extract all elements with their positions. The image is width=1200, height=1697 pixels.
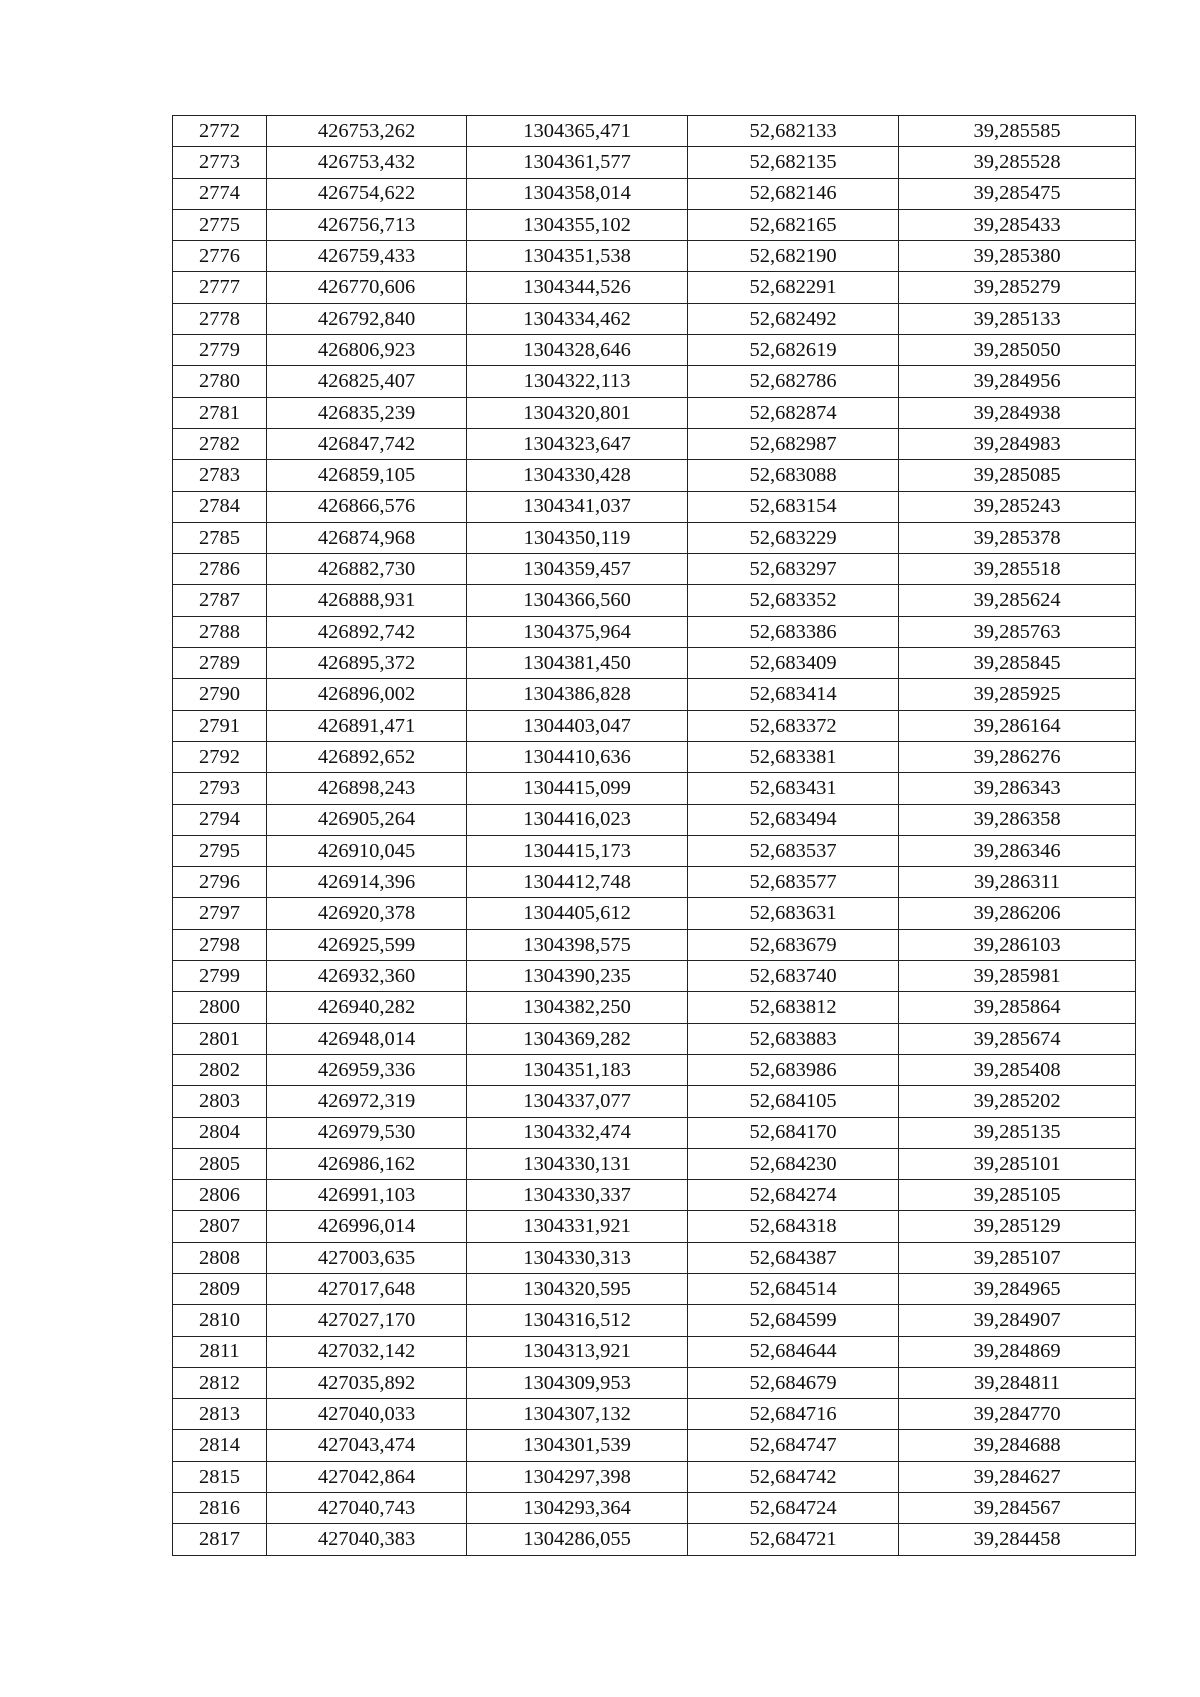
point-number-cell: 2798: [173, 929, 267, 960]
y-coordinate-cell: 1304341,037: [467, 491, 688, 522]
longitude-cell: 39,285105: [899, 1180, 1136, 1211]
x-coordinate-cell: 426896,002: [267, 679, 467, 710]
table-row: [173, 1273, 1136, 1304]
x-coordinate-cell: 426991,103: [267, 1180, 467, 1211]
point-number-cell: 2776: [173, 241, 267, 272]
longitude-cell: 39,286358: [899, 804, 1136, 835]
x-coordinate-cell: 426979,530: [267, 1117, 467, 1148]
x-coordinate-cell: 426892,742: [267, 616, 467, 647]
point-number-cell: 2814: [173, 1430, 267, 1461]
latitude-cell: 52,682786: [688, 366, 899, 397]
y-coordinate-cell: 1304331,921: [467, 1211, 688, 1242]
x-coordinate-cell: 426905,264: [267, 804, 467, 835]
point-number-cell: 2808: [173, 1242, 267, 1273]
latitude-cell: 52,682165: [688, 209, 899, 240]
point-number-cell: 2802: [173, 1054, 267, 1085]
y-coordinate-cell: 1304375,964: [467, 616, 688, 647]
latitude-cell: 52,683381: [688, 741, 899, 772]
table-row: [173, 1211, 1136, 1242]
point-number-cell: 2779: [173, 335, 267, 366]
longitude-cell: 39,284770: [899, 1399, 1136, 1430]
table-row: [173, 741, 1136, 772]
latitude-cell: 52,682133: [688, 116, 899, 147]
latitude-cell: 52,684514: [688, 1273, 899, 1304]
y-coordinate-cell: 1304351,183: [467, 1054, 688, 1085]
point-number-cell: 2813: [173, 1399, 267, 1430]
x-coordinate-cell: 426986,162: [267, 1148, 467, 1179]
point-number-cell: 2815: [173, 1461, 267, 1492]
latitude-cell: 52,684679: [688, 1367, 899, 1398]
latitude-cell: 52,683812: [688, 992, 899, 1023]
latitude-cell: 52,683986: [688, 1054, 899, 1085]
longitude-cell: 39,286311: [899, 867, 1136, 898]
latitude-cell: 52,684387: [688, 1242, 899, 1273]
y-coordinate-cell: 1304416,023: [467, 804, 688, 835]
table-row: [173, 710, 1136, 741]
point-number-cell: 2804: [173, 1117, 267, 1148]
latitude-cell: 52,683409: [688, 648, 899, 679]
y-coordinate-cell: 1304382,250: [467, 992, 688, 1023]
y-coordinate-cell: 1304330,428: [467, 460, 688, 491]
y-coordinate-cell: 1304381,450: [467, 648, 688, 679]
longitude-cell: 39,285518: [899, 554, 1136, 585]
x-coordinate-cell: 427040,743: [267, 1493, 467, 1524]
y-coordinate-cell: 1304355,102: [467, 209, 688, 240]
longitude-cell: 39,285279: [899, 272, 1136, 303]
table-row: [173, 961, 1136, 992]
point-number-cell: 2807: [173, 1211, 267, 1242]
point-number-cell: 2775: [173, 209, 267, 240]
y-coordinate-cell: 1304359,457: [467, 554, 688, 585]
table-row: [173, 460, 1136, 491]
y-coordinate-cell: 1304344,526: [467, 272, 688, 303]
longitude-cell: 39,284811: [899, 1367, 1136, 1398]
longitude-cell: 39,284956: [899, 366, 1136, 397]
point-number-cell: 2785: [173, 522, 267, 553]
x-coordinate-cell: 427032,142: [267, 1336, 467, 1367]
point-number-cell: 2790: [173, 679, 267, 710]
point-number-cell: 2780: [173, 366, 267, 397]
longitude-cell: 39,285925: [899, 679, 1136, 710]
latitude-cell: 52,684170: [688, 1117, 899, 1148]
latitude-cell: 52,683297: [688, 554, 899, 585]
point-number-cell: 2787: [173, 585, 267, 616]
point-number-cell: 2816: [173, 1493, 267, 1524]
latitude-cell: 52,683372: [688, 710, 899, 741]
latitude-cell: 52,683679: [688, 929, 899, 960]
x-coordinate-cell: 426874,968: [267, 522, 467, 553]
x-coordinate-cell: 426859,105: [267, 460, 467, 491]
latitude-cell: 52,683494: [688, 804, 899, 835]
y-coordinate-cell: 1304330,313: [467, 1242, 688, 1273]
table-row: [173, 366, 1136, 397]
x-coordinate-cell: 426910,045: [267, 835, 467, 866]
point-number-cell: 2793: [173, 773, 267, 804]
y-coordinate-cell: 1304286,055: [467, 1524, 688, 1555]
y-coordinate-cell: 1304369,282: [467, 1023, 688, 1054]
point-number-cell: 2810: [173, 1305, 267, 1336]
latitude-cell: 52,683088: [688, 460, 899, 491]
table-row: [173, 1367, 1136, 1398]
y-coordinate-cell: 1304358,014: [467, 178, 688, 209]
latitude-cell: 52,682619: [688, 335, 899, 366]
table-row: [173, 1054, 1136, 1085]
y-coordinate-cell: 1304320,595: [467, 1273, 688, 1304]
table-row: [173, 1493, 1136, 1524]
latitude-cell: 52,682291: [688, 272, 899, 303]
y-coordinate-cell: 1304309,953: [467, 1367, 688, 1398]
latitude-cell: 52,683154: [688, 491, 899, 522]
longitude-cell: 39,284458: [899, 1524, 1136, 1555]
table-row: [173, 1023, 1136, 1054]
x-coordinate-cell: 426895,372: [267, 648, 467, 679]
longitude-cell: 39,285475: [899, 178, 1136, 209]
table-row: [173, 898, 1136, 929]
x-coordinate-cell: 426891,471: [267, 710, 467, 741]
latitude-cell: 52,684274: [688, 1180, 899, 1211]
x-coordinate-cell: 427027,170: [267, 1305, 467, 1336]
y-coordinate-cell: 1304301,539: [467, 1430, 688, 1461]
y-coordinate-cell: 1304337,077: [467, 1086, 688, 1117]
latitude-cell: 52,684742: [688, 1461, 899, 1492]
point-number-cell: 2801: [173, 1023, 267, 1054]
x-coordinate-cell: 426753,432: [267, 147, 467, 178]
table-row: [173, 1305, 1136, 1336]
y-coordinate-cell: 1304351,538: [467, 241, 688, 272]
point-number-cell: 2777: [173, 272, 267, 303]
y-coordinate-cell: 1304403,047: [467, 710, 688, 741]
point-number-cell: 2799: [173, 961, 267, 992]
longitude-cell: 39,284965: [899, 1273, 1136, 1304]
latitude-cell: 52,682135: [688, 147, 899, 178]
coordinates-table: [172, 115, 1136, 1556]
longitude-cell: 39,285380: [899, 241, 1136, 272]
longitude-cell: 39,285763: [899, 616, 1136, 647]
x-coordinate-cell: 426792,840: [267, 303, 467, 334]
y-coordinate-cell: 1304330,131: [467, 1148, 688, 1179]
x-coordinate-cell: 426754,622: [267, 178, 467, 209]
y-coordinate-cell: 1304332,474: [467, 1117, 688, 1148]
x-coordinate-cell: 426882,730: [267, 554, 467, 585]
x-coordinate-cell: 427040,033: [267, 1399, 467, 1430]
table-row: [173, 679, 1136, 710]
longitude-cell: 39,285107: [899, 1242, 1136, 1273]
y-coordinate-cell: 1304415,173: [467, 835, 688, 866]
latitude-cell: 52,683352: [688, 585, 899, 616]
table-row: [173, 303, 1136, 334]
coordinates-table-body: [173, 116, 1136, 1556]
point-number-cell: 2784: [173, 491, 267, 522]
table-row: [173, 773, 1136, 804]
latitude-cell: 52,684724: [688, 1493, 899, 1524]
y-coordinate-cell: 1304322,113: [467, 366, 688, 397]
x-coordinate-cell: 426959,336: [267, 1054, 467, 1085]
latitude-cell: 52,683631: [688, 898, 899, 929]
y-coordinate-cell: 1304313,921: [467, 1336, 688, 1367]
y-coordinate-cell: 1304330,337: [467, 1180, 688, 1211]
longitude-cell: 39,286276: [899, 741, 1136, 772]
point-number-cell: 2805: [173, 1148, 267, 1179]
table-row: [173, 835, 1136, 866]
longitude-cell: 39,285845: [899, 648, 1136, 679]
longitude-cell: 39,284983: [899, 428, 1136, 459]
point-number-cell: 2806: [173, 1180, 267, 1211]
y-coordinate-cell: 1304297,398: [467, 1461, 688, 1492]
latitude-cell: 52,683740: [688, 961, 899, 992]
table-row: [173, 1180, 1136, 1211]
latitude-cell: 52,684230: [688, 1148, 899, 1179]
x-coordinate-cell: 426825,407: [267, 366, 467, 397]
x-coordinate-cell: 426866,576: [267, 491, 467, 522]
x-coordinate-cell: 426898,243: [267, 773, 467, 804]
longitude-cell: 39,284869: [899, 1336, 1136, 1367]
point-number-cell: 2783: [173, 460, 267, 491]
table-row: [173, 616, 1136, 647]
y-coordinate-cell: 1304398,575: [467, 929, 688, 960]
longitude-cell: 39,284627: [899, 1461, 1136, 1492]
latitude-cell: 52,684318: [688, 1211, 899, 1242]
longitude-cell: 39,284907: [899, 1305, 1136, 1336]
longitude-cell: 39,286164: [899, 710, 1136, 741]
point-number-cell: 2781: [173, 397, 267, 428]
longitude-cell: 39,285129: [899, 1211, 1136, 1242]
point-number-cell: 2796: [173, 867, 267, 898]
table-row: [173, 929, 1136, 960]
latitude-cell: 52,682146: [688, 178, 899, 209]
x-coordinate-cell: 427017,648: [267, 1273, 467, 1304]
point-number-cell: 2795: [173, 835, 267, 866]
latitude-cell: 52,683229: [688, 522, 899, 553]
point-number-cell: 2794: [173, 804, 267, 835]
y-coordinate-cell: 1304386,828: [467, 679, 688, 710]
longitude-cell: 39,285050: [899, 335, 1136, 366]
longitude-cell: 39,285135: [899, 1117, 1136, 1148]
x-coordinate-cell: 427042,864: [267, 1461, 467, 1492]
point-number-cell: 2817: [173, 1524, 267, 1555]
x-coordinate-cell: 426770,606: [267, 272, 467, 303]
latitude-cell: 52,684644: [688, 1336, 899, 1367]
x-coordinate-cell: 426972,319: [267, 1086, 467, 1117]
y-coordinate-cell: 1304412,748: [467, 867, 688, 898]
table-row: [173, 1399, 1136, 1430]
table-row: [173, 867, 1136, 898]
x-coordinate-cell: 427035,892: [267, 1367, 467, 1398]
y-coordinate-cell: 1304410,636: [467, 741, 688, 772]
table-row: [173, 1430, 1136, 1461]
table-row: [173, 147, 1136, 178]
latitude-cell: 52,683537: [688, 835, 899, 866]
x-coordinate-cell: 427003,635: [267, 1242, 467, 1273]
point-number-cell: 2778: [173, 303, 267, 334]
point-number-cell: 2809: [173, 1273, 267, 1304]
latitude-cell: 52,682874: [688, 397, 899, 428]
longitude-cell: 39,284688: [899, 1430, 1136, 1461]
longitude-cell: 39,285243: [899, 491, 1136, 522]
latitude-cell: 52,683577: [688, 867, 899, 898]
y-coordinate-cell: 1304307,132: [467, 1399, 688, 1430]
point-number-cell: 2789: [173, 648, 267, 679]
y-coordinate-cell: 1304334,462: [467, 303, 688, 334]
table-row: [173, 1461, 1136, 1492]
y-coordinate-cell: 1304415,099: [467, 773, 688, 804]
table-row: [173, 992, 1136, 1023]
y-coordinate-cell: 1304366,560: [467, 585, 688, 616]
longitude-cell: 39,286343: [899, 773, 1136, 804]
table-row: [173, 209, 1136, 240]
x-coordinate-cell: 426940,282: [267, 992, 467, 1023]
point-number-cell: 2774: [173, 178, 267, 209]
longitude-cell: 39,284938: [899, 397, 1136, 428]
table-row: [173, 397, 1136, 428]
table-row: [173, 804, 1136, 835]
longitude-cell: 39,285433: [899, 209, 1136, 240]
latitude-cell: 52,684721: [688, 1524, 899, 1555]
point-number-cell: 2786: [173, 554, 267, 585]
point-number-cell: 2800: [173, 992, 267, 1023]
longitude-cell: 39,285408: [899, 1054, 1136, 1085]
y-coordinate-cell: 1304323,647: [467, 428, 688, 459]
table-row: [173, 272, 1136, 303]
y-coordinate-cell: 1304390,235: [467, 961, 688, 992]
y-coordinate-cell: 1304328,646: [467, 335, 688, 366]
table-row: [173, 554, 1136, 585]
latitude-cell: 52,684716: [688, 1399, 899, 1430]
table-row: [173, 178, 1136, 209]
x-coordinate-cell: 426920,378: [267, 898, 467, 929]
longitude-cell: 39,285202: [899, 1086, 1136, 1117]
point-number-cell: 2772: [173, 116, 267, 147]
longitude-cell: 39,286103: [899, 929, 1136, 960]
longitude-cell: 39,285085: [899, 460, 1136, 491]
x-coordinate-cell: 426914,396: [267, 867, 467, 898]
table-row: [173, 335, 1136, 366]
longitude-cell: 39,285101: [899, 1148, 1136, 1179]
latitude-cell: 52,684747: [688, 1430, 899, 1461]
longitude-cell: 39,285674: [899, 1023, 1136, 1054]
latitude-cell: 52,684105: [688, 1086, 899, 1117]
point-number-cell: 2788: [173, 616, 267, 647]
longitude-cell: 39,285624: [899, 585, 1136, 616]
y-coordinate-cell: 1304361,577: [467, 147, 688, 178]
y-coordinate-cell: 1304365,471: [467, 116, 688, 147]
point-number-cell: 2811: [173, 1336, 267, 1367]
point-number-cell: 2797: [173, 898, 267, 929]
latitude-cell: 52,682987: [688, 428, 899, 459]
table-row: [173, 1242, 1136, 1273]
y-coordinate-cell: 1304316,512: [467, 1305, 688, 1336]
x-coordinate-cell: 427040,383: [267, 1524, 467, 1555]
longitude-cell: 39,285864: [899, 992, 1136, 1023]
longitude-cell: 39,285378: [899, 522, 1136, 553]
longitude-cell: 39,286206: [899, 898, 1136, 929]
longitude-cell: 39,285133: [899, 303, 1136, 334]
x-coordinate-cell: 426892,652: [267, 741, 467, 772]
x-coordinate-cell: 426756,713: [267, 209, 467, 240]
table-row: [173, 241, 1136, 272]
point-number-cell: 2803: [173, 1086, 267, 1117]
y-coordinate-cell: 1304293,364: [467, 1493, 688, 1524]
table-row: [173, 585, 1136, 616]
latitude-cell: 52,682190: [688, 241, 899, 272]
latitude-cell: 52,683883: [688, 1023, 899, 1054]
longitude-cell: 39,285585: [899, 116, 1136, 147]
x-coordinate-cell: 426759,433: [267, 241, 467, 272]
table-row: [173, 1148, 1136, 1179]
latitude-cell: 52,683414: [688, 679, 899, 710]
table-row: [173, 1524, 1136, 1555]
x-coordinate-cell: 426932,360: [267, 961, 467, 992]
table-row: [173, 1086, 1136, 1117]
latitude-cell: 52,684599: [688, 1305, 899, 1336]
table-row: [173, 1336, 1136, 1367]
table-row: [173, 491, 1136, 522]
point-number-cell: 2773: [173, 147, 267, 178]
latitude-cell: 52,682492: [688, 303, 899, 334]
point-number-cell: 2812: [173, 1367, 267, 1398]
x-coordinate-cell: 426996,014: [267, 1211, 467, 1242]
y-coordinate-cell: 1304405,612: [467, 898, 688, 929]
x-coordinate-cell: 426806,923: [267, 335, 467, 366]
longitude-cell: 39,285981: [899, 961, 1136, 992]
table-row: [173, 522, 1136, 553]
latitude-cell: 52,683386: [688, 616, 899, 647]
table-row: [173, 428, 1136, 459]
x-coordinate-cell: 426753,262: [267, 116, 467, 147]
table-row: [173, 1117, 1136, 1148]
x-coordinate-cell: 426847,742: [267, 428, 467, 459]
longitude-cell: 39,284567: [899, 1493, 1136, 1524]
x-coordinate-cell: 426948,014: [267, 1023, 467, 1054]
latitude-cell: 52,683431: [688, 773, 899, 804]
longitude-cell: 39,285528: [899, 147, 1136, 178]
point-number-cell: 2791: [173, 710, 267, 741]
y-coordinate-cell: 1304320,801: [467, 397, 688, 428]
table-row: [173, 116, 1136, 147]
x-coordinate-cell: 426888,931: [267, 585, 467, 616]
point-number-cell: 2792: [173, 741, 267, 772]
longitude-cell: 39,286346: [899, 835, 1136, 866]
point-number-cell: 2782: [173, 428, 267, 459]
x-coordinate-cell: 427043,474: [267, 1430, 467, 1461]
table-row: [173, 648, 1136, 679]
y-coordinate-cell: 1304350,119: [467, 522, 688, 553]
x-coordinate-cell: 426925,599: [267, 929, 467, 960]
x-coordinate-cell: 426835,239: [267, 397, 467, 428]
